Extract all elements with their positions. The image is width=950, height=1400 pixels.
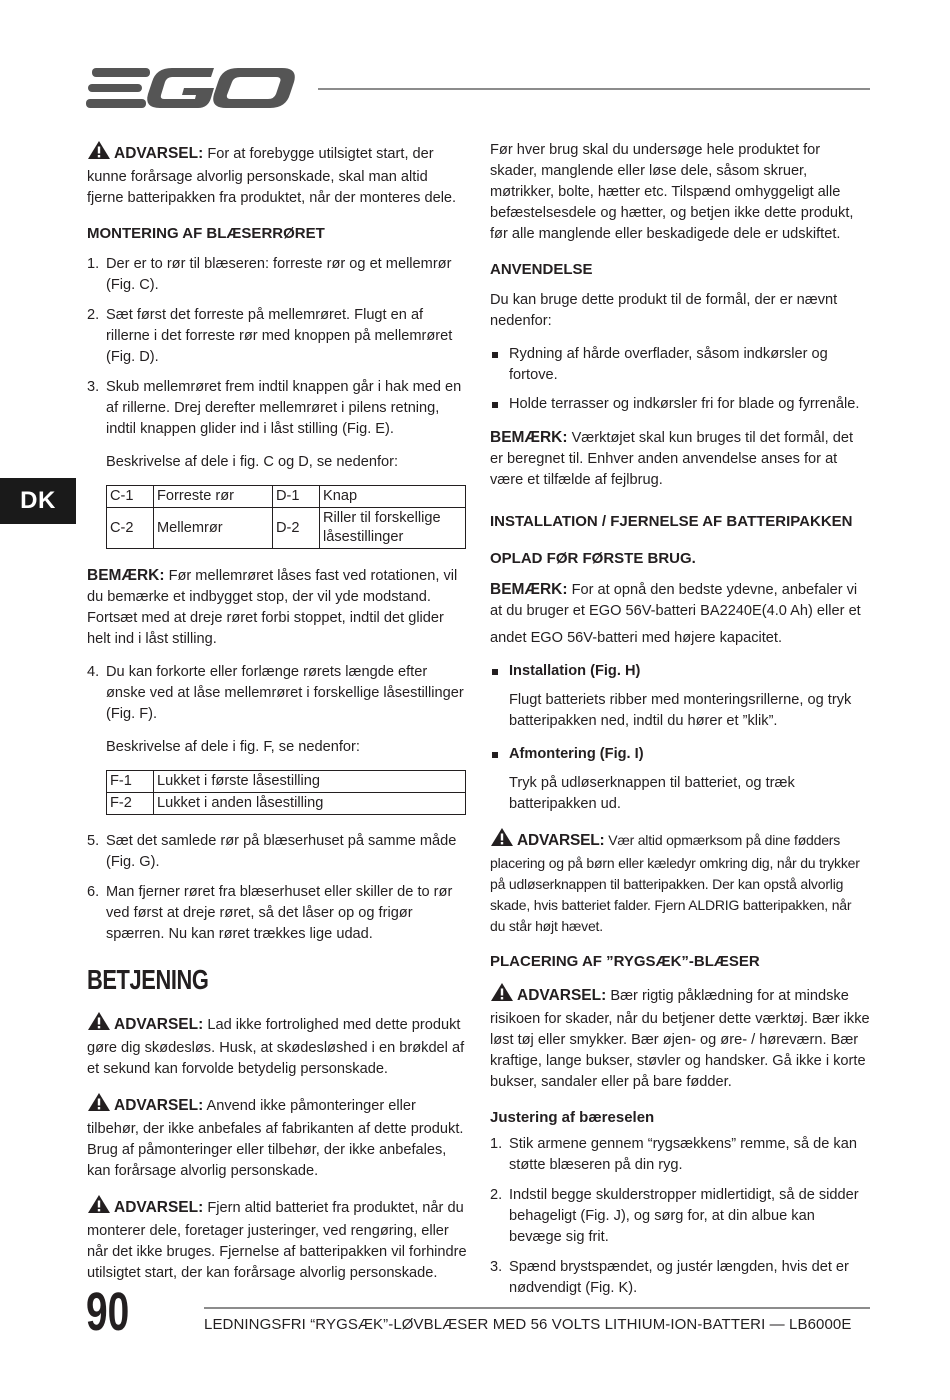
ego-logo-graphic <box>86 64 298 112</box>
table-cell: Lukket i anden låsestilling <box>154 793 466 815</box>
warning-block <box>87 1011 467 1080</box>
table-cell: C-2 <box>107 508 154 549</box>
step-number: 3. <box>490 1259 503 1275</box>
table-cell: Knap <box>320 486 466 508</box>
step-text: Skub mellemrøret frem indtil knappen går i hak med en af rillerne. Drej derefter mellemrøret i pilens retning, indtil knappen glider ind i låst stilling (Fig. E). <box>106 379 462 437</box>
table-cell: F-1 <box>107 771 154 793</box>
step-text: Du kan forkorte eller forlænge rørets længde efter ønske ved at låse mellemrøret i forskellige låsestillinger (Fig. F). <box>106 664 464 722</box>
mount-steps <box>87 254 467 440</box>
table-cell: Lukket i første låsestilling <box>154 771 466 793</box>
warning-label: ADVARSEL: <box>114 1097 204 1114</box>
step-text: Sæt det samlede rør på blæserhuset på samme måde (Fig. G). <box>106 833 457 870</box>
language-tab: DK <box>0 478 76 524</box>
warning-text: Anvend ikke påmonteringer eller tilbehør, der ikke anbefales af fabrikanten af dette produkt. Brug af påmonteringer eller tilbehør, der ikke anbefales, kan forårsage alvorlig personskade. <box>87 1098 464 1179</box>
table-cell: Mellemrør <box>154 508 273 549</box>
step-number: 2. <box>87 307 100 323</box>
list-item: Rydning af hårde overflader, såsom indkørsler og fortove. <box>490 344 870 386</box>
section-heading: PLACERING AF ”RYGSÆK”-BLÆSER <box>490 953 760 970</box>
right-column <box>490 140 870 1311</box>
step-number: 1. <box>87 256 100 272</box>
ego-logo <box>86 64 298 117</box>
table-cell: D-1 <box>273 486 320 508</box>
warning-text: Lad ikke fortrolighed med dette produkt gøre dig skødesløs. Husk, at skødesløshed i en brøkdel af et sekund kan forvolde betydelig personskade. <box>87 1017 465 1077</box>
footer-rule <box>204 1307 870 1309</box>
warning-text: Bær rigtig påklædning for at mindske risikoen for skader, når du betjener dette værktøj. Bær ikke løst tøj eller smykker. Bær øjen- og øre- / høreværn. Bær kraftige, lange bukser, støvler og handsker. Gå ikke i korte bukser, sandaler eller på bare fødder. <box>490 988 870 1090</box>
step-number: 4. <box>87 664 100 680</box>
section-heading: MONTERING AF BLÆSERRØRET <box>87 225 325 242</box>
table-cell: Riller til forskellige låsestillinger <box>320 508 466 549</box>
note-label: BEMÆRK: <box>490 581 568 598</box>
install-list <box>490 661 870 682</box>
warning-icon <box>87 1092 111 1119</box>
list-item <box>87 882 467 945</box>
list-item <box>87 662 467 725</box>
section-heading: INSTALLATION / FJERNELSE AF BATTERIPAKKEN <box>490 513 853 530</box>
list-item: Installation (Fig. H) <box>490 661 870 682</box>
list-item: Afmontering (Fig. I) <box>490 744 870 765</box>
warning-icon <box>490 827 514 853</box>
warning-text: Vær altid opmærksom på dine fødders placering og på børn eller kæledyr omkring dig, når du trykker på udløserknappen til batteripakken. Der kan opstå alvorlig skade, hvis batteriet falder. Fjern ALDRIG batteripakken, når du står højt hævet. <box>490 832 860 934</box>
warning-label: ADVARSEL: <box>114 1016 204 1033</box>
table-row <box>107 793 466 815</box>
step-number: 5. <box>87 833 100 849</box>
warning-block <box>87 140 467 209</box>
table-cell: C-1 <box>107 486 154 508</box>
note-text: Værktøjet skal kun bruges til det formål, det er beregnet til. Enhver anden anvendelse anses for at være et tilfælde af fejlbrug. <box>490 430 854 488</box>
note-label: BEMÆRK: <box>87 567 165 584</box>
list-item <box>490 1185 870 1248</box>
page-number: 90 <box>86 1282 130 1342</box>
step-number: 6. <box>87 884 100 900</box>
warning-icon <box>87 1011 111 1038</box>
warning-block <box>490 982 870 1093</box>
warning-icon <box>87 1194 111 1221</box>
parts-table-cd <box>106 485 466 549</box>
usage-list <box>490 344 870 415</box>
warning-text: For at forebygge utilsigtet start, der kunne forårsage alvorlig personskade, skal man altid fjerne batteripakken fra produktet, når der monteres dele. <box>87 146 457 206</box>
note-text: For at opnå den bedste ydevne, anbefaler vi at du bruger et EGO 56V-batteri BA2240E(4.0 Ah) eller et <box>490 582 861 619</box>
harness-steps <box>490 1134 870 1299</box>
warning-block <box>490 827 870 937</box>
list-item <box>87 831 467 873</box>
section-heading: OPLAD FØR FØRSTE BRUG. <box>490 550 696 567</box>
warning-label: ADVARSEL: <box>517 832 605 849</box>
step-number: 2. <box>490 1187 503 1203</box>
step-number: 1. <box>490 1136 503 1152</box>
step-text: Der er to rør til blæseren: forreste rør og et mellemrør (Fig. C). <box>106 256 452 293</box>
warning-label: ADVARSEL: <box>517 987 607 1004</box>
step-text: Spænd brystspændet, og justér længden, hvis det er nødvendigt (Fig. K). <box>509 1259 849 1296</box>
paragraph: Tryk på udløserknappen til batteriet, og træk batteripakken ud. <box>509 775 795 812</box>
mount-steps-continued <box>87 662 467 725</box>
table-caption: Beskrivelse af dele i fig. F, se nedenfor: <box>106 739 360 755</box>
note-label: BEMÆRK: <box>490 429 568 446</box>
section-heading: ANVENDELSE <box>490 261 593 278</box>
warning-block <box>87 1092 467 1182</box>
list-item <box>490 1257 870 1299</box>
header-rule <box>318 88 870 90</box>
footer-title: LEDNINGSFRI “RYGSÆK”-LØVBLÆSER MED 56 VOLTS LITHIUM-ION-BATTERI — LB6000E <box>204 1316 852 1333</box>
warning-icon <box>490 982 514 1009</box>
list-item <box>490 1134 870 1176</box>
list-item <box>87 305 467 368</box>
paragraph: Du kan bruge dette produkt til de formål, der er nævnt nedenfor: <box>490 292 838 329</box>
intro-paragraph: Før hver brug skal du undersøge hele produktet for skader, manglende eller løse dele, såsom skruer, møtrikker, bolte, hætter etc. Tilspænd omhyggeligt alle befæstelsesdele og hætter, og betjen ikke dette produkt, før alle manglende eller beskadigede dele er udskiftet. <box>490 142 854 242</box>
note-continued: andet EGO 56V-batteri med højere kapacitet. <box>490 630 783 646</box>
warning-icon <box>87 140 111 167</box>
left-column <box>87 140 467 1296</box>
note-block <box>490 579 870 622</box>
step-number: 3. <box>87 379 100 395</box>
list-item <box>87 254 467 296</box>
warning-label: ADVARSEL: <box>114 145 204 162</box>
note-block <box>87 565 467 650</box>
step-text: Man fjerner røret fra blæserhuset eller skiller de to rør ved først at dreje røret, så det låser op og frigør spærren. Nu kan røret trækkes lige udad. <box>106 884 453 942</box>
mount-steps-final <box>87 831 467 945</box>
step-text: Sæt først det forreste på mellemrøret. Flugt en af rillerne i det forreste rør med knoppen på mellemrøret (Fig. D). <box>106 307 453 365</box>
table-row <box>107 486 466 508</box>
table-row <box>107 771 466 793</box>
table-cell: D-2 <box>273 508 320 549</box>
note-block <box>490 427 870 491</box>
warning-block <box>87 1194 467 1284</box>
step-text: Stik armene gennem “rygsækkens” remme, så de kan støtte blæseren på din ryg. <box>509 1136 857 1173</box>
step-text: Indstil begge skulderstropper midlertidigt, så de sidder behageligt (Fig. J), og sørg for, at din albue kan bevæge sig frit. <box>509 1187 859 1245</box>
list-item: Holde terrasser og indkørsler fri for blade og fyrrenåle. <box>490 394 870 415</box>
list-item <box>87 377 467 440</box>
table-cell: Forreste rør <box>154 486 273 508</box>
parts-table-f <box>106 770 466 815</box>
paragraph: Flugt batteriets ribber med monteringsrillerne, og tryk batteripakken ned, indtil du hører et ”klik”. <box>509 692 852 729</box>
warning-text: Fjern altid batteriet fra produktet, når du monterer dele, foretager justeringer, ved rengøring, eller når det ikke bruges. Fjernelse af batteripakken vil forhindre utilsigtet start, der kan forårsage alvorlig personskade. <box>87 1200 467 1281</box>
table-caption: Beskrivelse af dele i fig. C og D, se nedenfor: <box>106 454 399 470</box>
sub-heading: Justering af bæreselen <box>490 1109 655 1126</box>
section-title: BETJENING <box>87 964 209 995</box>
note-text: Før mellemrøret låses fast ved rotationen, vil du bemærke et indbygget stop, der vil yde modstand. Fortsæt med at dreje røret forbi stoppet, indtil det glider helt ind i låst stilling. <box>87 568 458 647</box>
table-row <box>107 508 466 549</box>
table-cell: F-2 <box>107 793 154 815</box>
remove-list <box>490 744 870 765</box>
warning-label: ADVARSEL: <box>114 1199 204 1216</box>
